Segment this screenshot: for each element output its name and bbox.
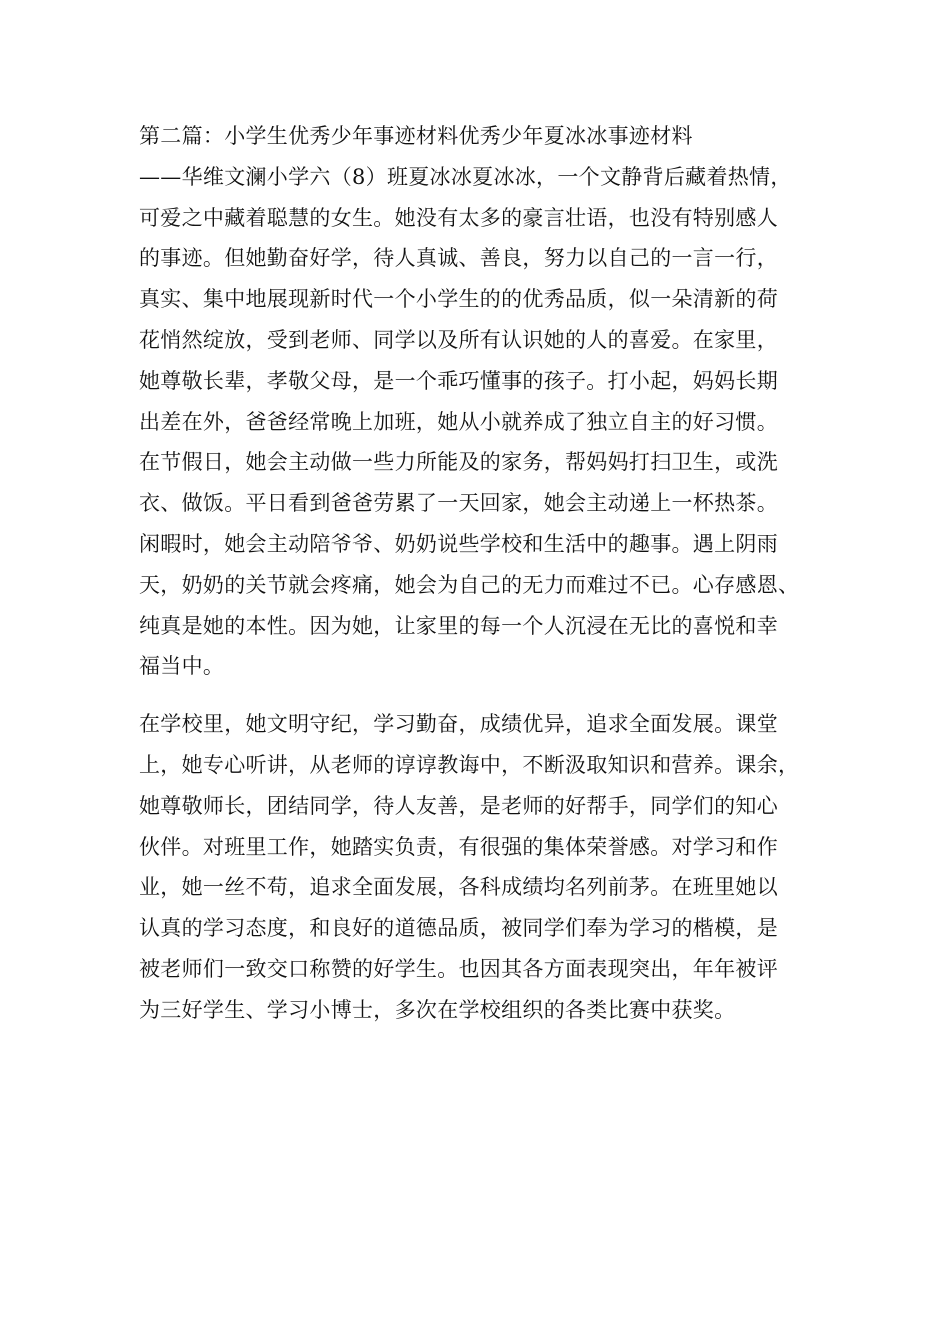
paragraph-spacing	[139, 687, 839, 704]
paragraph-2	[139, 704, 839, 1030]
paragraph-line: 在学校里，她文明守纪，学习勤奋，成绩优异，追求全面发展。课堂	[139, 712, 778, 737]
document-body	[139, 116, 839, 1031]
paragraph-line: 被老师们一致交口称赞的好学生。也因其各方面表现突出，年年被评	[139, 956, 778, 981]
paragraph-line: 她尊敬长辈，孝敬父母，是一个乖巧懂事的孩子。打小起，妈妈长期	[139, 368, 778, 393]
paragraph-line: 在节假日，她会主动做一些力所能及的家务，帮妈妈打扫卫生，或洗	[139, 450, 778, 475]
paragraph-line: 纯真是她的本性。因为她，让家里的每一个人沉浸在无比的喜悦和幸	[139, 613, 778, 638]
paragraph-line: 上，她专心听讲，从老师的谆谆教诲中，不断汲取知识和营养。课余，	[139, 752, 800, 777]
paragraph-line: 业，她一丝不苟，追求全面发展，各科成绩均名列前茅。在班里她以	[139, 875, 778, 900]
paragraph-line: 闲暇时，她会主动陪爷爷、奶奶说些学校和生活中的趣事。遇上阴雨	[139, 531, 778, 556]
paragraph-line: 天，奶奶的关节就会疼痛，她会为自己的无力而难过不已。心存感恩、	[139, 572, 800, 597]
paragraph-line: 出差在外，爸爸经常晚上加班，她从小就养成了独立自主的好习惯。	[139, 409, 778, 434]
paragraph-line: 衣、做饭。平日看到爸爸劳累了一天回家，她会主动递上一杯热茶。	[139, 491, 778, 516]
paragraph-1	[139, 157, 839, 687]
paragraph-line: 花悄然绽放，受到老师、同学以及所有认识她的人的喜爱。在家里，	[139, 327, 778, 352]
paragraph-line: 的事迹。但她勤奋好学，待人真诚、善良，努力以自己的一言一行，	[139, 246, 778, 271]
paragraph-line: ——华维文澜小学六（8）班夏冰冰夏冰冰，一个文静背后藏着热情，	[139, 164, 792, 189]
document-title: 第二篇：小学生优秀少年事迹材料优秀少年夏冰冰事迹材料	[139, 124, 693, 148]
paragraph-line: 认真的学习态度，和良好的道德品质，被同学们奉为学习的楷模，是	[139, 916, 778, 941]
paragraph-line: 可爱之中藏着聪慧的女生。她没有太多的豪言壮语，也没有特别感人	[139, 205, 778, 230]
paragraph-line: 福当中。	[139, 654, 225, 679]
paragraph-line: 伙伴。对班里工作，她踏实负责，有很强的集体荣誉感。对学习和作	[139, 834, 778, 859]
paragraph-line: 她尊敬师长，团结同学，待人友善，是老师的好帮手，同学们的知心	[139, 793, 778, 818]
paragraph-line: 真实、集中地展现新时代一个小学生的的优秀品质，似一朵清新的荷	[139, 287, 778, 312]
paragraph-line: 为三好学生、学习小博士，多次在学校组织的各类比赛中获奖。	[139, 997, 736, 1022]
